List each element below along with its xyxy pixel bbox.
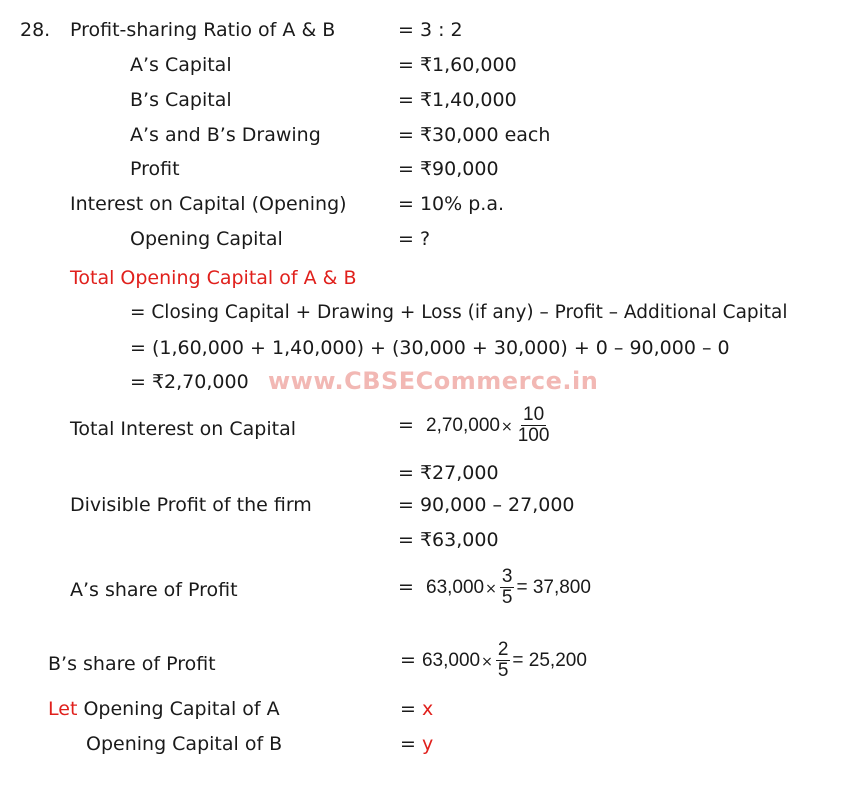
- fraction-denominator: 100: [517, 425, 550, 446]
- fraction-denominator: 5: [497, 660, 509, 681]
- equals-sign: =: [398, 576, 414, 598]
- total-opening-heading: Total Opening Capital of A & B: [70, 267, 357, 289]
- profit-value: = ₹90,000: [398, 158, 499, 180]
- drawing-label: A’s and B’s Drawing: [130, 124, 321, 146]
- times-sign: ×: [500, 419, 513, 435]
- question-number: 28.: [20, 19, 51, 41]
- opening-label: Opening Capital: [130, 228, 283, 250]
- let-b-label: Opening Capital of B: [86, 733, 283, 755]
- a-share-result: = 37,800: [516, 577, 591, 598]
- profit-label: Profit: [130, 158, 180, 180]
- b-capital-label: B’s Capital: [130, 89, 232, 111]
- equals-sign: =: [400, 733, 416, 755]
- b-share-fraction: [496, 640, 511, 681]
- a-capital-value: = ₹1,60,000: [398, 54, 517, 76]
- divisible-label: Divisible Profit of the firm: [70, 494, 312, 516]
- fraction-numerator: 10: [523, 404, 545, 425]
- opening-value: = ?: [398, 228, 431, 250]
- a-share-fraction: [500, 567, 515, 608]
- interest-fraction: [516, 405, 552, 446]
- divisible-line2: = ₹63,000: [398, 529, 499, 551]
- let-a-line: [48, 698, 280, 720]
- let-keyword: Let: [48, 698, 78, 720]
- a-share-expression: [398, 567, 591, 608]
- a-capital-label: A’s Capital: [130, 54, 232, 76]
- variable-x: x: [421, 698, 434, 720]
- fraction-denominator: 5: [501, 587, 513, 608]
- b-share-label: B’s share of Profit: [48, 653, 216, 675]
- times-sign: ×: [485, 581, 497, 597]
- interest-value: = 10% p.a.: [398, 193, 505, 215]
- equals-sign: =: [400, 698, 416, 720]
- let-a-label: Opening Capital of A: [83, 698, 280, 720]
- interest-calc-result: = ₹27,000: [398, 462, 499, 484]
- equals-sign: =: [400, 649, 416, 671]
- b-share-expression: [400, 640, 587, 681]
- interest-base: 2,70,000: [426, 415, 500, 436]
- variable-y: y: [421, 733, 434, 755]
- drawing-value: = ₹30,000 each: [398, 124, 551, 146]
- total-opening-line1: = Closing Capital + Drawing + Loss (if any) – Profit – Additional Capital: [130, 302, 788, 323]
- a-share-base: 63,000: [426, 577, 485, 598]
- b-share-base: 63,000: [421, 650, 481, 671]
- b-capital-value: = ₹1,40,000: [398, 89, 517, 111]
- interest-calc-expression: [398, 405, 553, 446]
- total-opening-line2: = (1,60,000 + 1,40,000) + (30,000 + 30,000) + 0 – 90,000 – 0: [130, 337, 730, 359]
- fraction-numerator: 2: [497, 639, 509, 660]
- divisible-line1: = 90,000 – 27,000: [398, 494, 575, 516]
- let-b-value: [400, 733, 433, 755]
- equals-sign: =: [398, 414, 414, 436]
- interest-calc-label: Total Interest on Capital: [70, 418, 296, 440]
- b-share-result: = 25,200: [512, 650, 587, 671]
- let-a-value: [400, 698, 433, 720]
- ratio-value: = 3 : 2: [398, 19, 463, 41]
- watermark: www.CBSECommerce.in: [268, 367, 599, 395]
- total-opening-line3: = ₹2,70,000: [130, 371, 249, 393]
- ratio-label: Profit-sharing Ratio of A & B: [70, 19, 336, 41]
- fraction-numerator: 3: [501, 566, 513, 587]
- times-sign: ×: [481, 654, 493, 670]
- interest-label: Interest on Capital (Opening): [70, 193, 347, 215]
- a-share-label: A’s share of Profit: [70, 579, 238, 601]
